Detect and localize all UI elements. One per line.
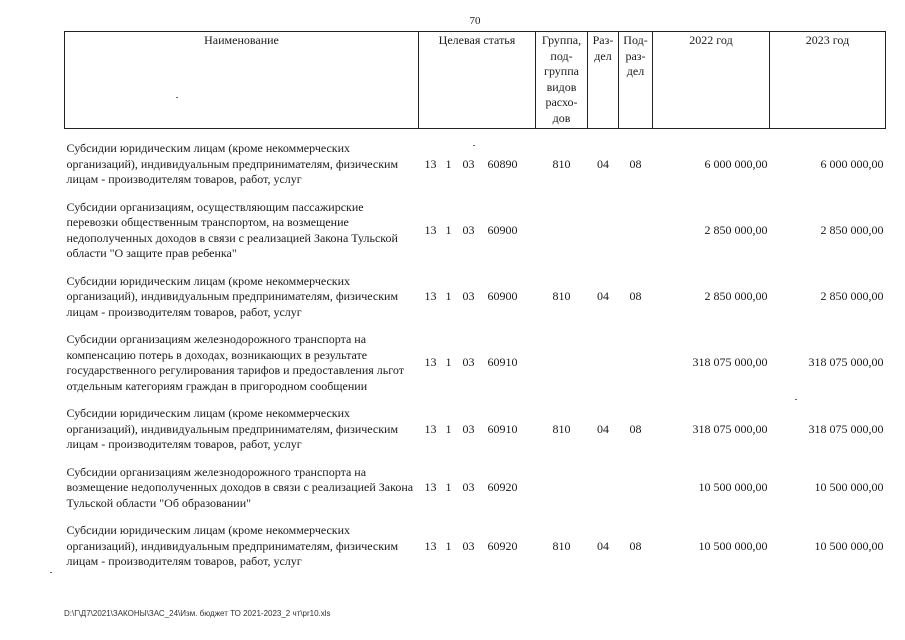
table-body: [65, 129, 886, 570]
code-main-event: 03: [462, 421, 475, 436]
table-row: [65, 332, 886, 394]
header-name: Наименование: [65, 32, 419, 129]
row-spacer: [65, 394, 886, 406]
row-amount-2023: 318 075 000,00: [808, 421, 884, 436]
table-row: [65, 523, 886, 570]
code-direction: 60890: [487, 156, 518, 171]
code-subprogram: 1: [445, 156, 452, 171]
row-expense-group: 810: [552, 156, 571, 171]
spacer-cell: [65, 453, 886, 465]
row-amount-2023: 2 850 000,00: [820, 289, 884, 303]
row-name: Субсидии юридическим лицам (кроме некоммерческих организаций), индивидуальным предпринимателям, физическим лицам - производителям товаров, работ, услуг: [66, 273, 399, 319]
row-amount-2022: 10 500 000,00: [698, 538, 768, 553]
code-direction: 60900: [487, 222, 518, 237]
code-direction: 60920: [487, 538, 518, 553]
code-main-event: 03: [462, 538, 475, 553]
row-target-article: [419, 523, 536, 570]
header-expense-group: Группа, под-группа видов расхо-дов: [536, 32, 588, 129]
table-row: [65, 406, 886, 453]
code-subprogram: 1: [445, 289, 452, 303]
code-direction: 60920: [487, 480, 518, 494]
header-target-article: Целевая статья: [419, 32, 536, 129]
row-subsection: [619, 332, 653, 394]
code-main-event: 03: [462, 355, 475, 370]
row-section: 04: [597, 156, 609, 171]
table-row: [65, 200, 886, 262]
budget-table: [64, 31, 886, 570]
row-amount-2023: 10 500 000,00: [814, 538, 884, 553]
spacer-cell: [65, 262, 886, 274]
row-amount-2023: 10 500 000,00: [814, 480, 884, 494]
spacer-cell: [65, 394, 886, 406]
code-subprogram: 1: [445, 222, 452, 237]
row-subsection: 08: [629, 289, 642, 303]
row-section: [588, 200, 619, 262]
row-expense-group: 810: [552, 421, 571, 436]
code-subprogram: 1: [445, 421, 452, 436]
code-program: 13: [424, 480, 437, 494]
row-expense-group: [536, 200, 588, 262]
scan-speck: [473, 145, 475, 146]
row-amount-2023: 318 075 000,00: [808, 355, 884, 370]
row-amount-2022: 318 075 000,00: [692, 355, 768, 370]
page-number: 70: [469, 15, 481, 27]
row-spacer: [65, 320, 886, 332]
code-subprogram: 1: [445, 538, 452, 553]
row-name: Субсидии организациям железнодорожного транспорта на возмещение недополученных доходов в связи с реализацией Закона Тульской области "Об образовании": [66, 464, 414, 510]
row-section: 04: [597, 538, 609, 553]
row-expense-group: [536, 465, 588, 512]
row-section: [588, 332, 619, 394]
row-subsection: 08: [629, 538, 642, 553]
row-subsection: [619, 465, 653, 512]
code-main-event: 03: [462, 222, 475, 237]
scan-speck: [176, 97, 178, 98]
code-direction: 60910: [487, 421, 518, 436]
code-subprogram: 1: [445, 355, 452, 370]
spacer-cell: [65, 129, 886, 142]
row-target-article: [419, 332, 536, 394]
row-subsection: [619, 200, 653, 262]
spacer-cell: [65, 188, 886, 200]
row-name: Субсидии организациям, осуществляющим пассажирские перевозки общественным транспортом, на возмещение недополученных доходов в связи с реализацией Закона Тульской области "О защите прав ребенка": [66, 199, 398, 260]
code-subprogram: 1: [445, 480, 452, 494]
row-amount-2022: 6 000 000,00: [704, 156, 768, 171]
spacer-cell: [65, 320, 886, 332]
code-program: 13: [424, 289, 437, 303]
row-target-article: [419, 141, 536, 188]
row-target-article: [419, 200, 536, 262]
row-name: Субсидии юридическим лицам (кроме некоммерческих организаций), индивидуальным предпринимателям, физическим лицам - производителям товаров, работ, услуг: [66, 141, 399, 186]
row-amount-2022: 10 500 000,00: [698, 480, 768, 494]
row-spacer: [65, 188, 886, 200]
header-subsection: Под-раз-дел: [619, 32, 653, 129]
row-amount-2023: 2 850 000,00: [820, 222, 884, 237]
row-name: Субсидии организациям железнодорожного транспорта на компенсацию потерь в доходах, возникающих в результате государственного регулирования тарифов и предоставления льгот отдельным категориям граждан в пригородном сообщении: [66, 332, 404, 393]
code-program: 13: [424, 355, 437, 370]
row-spacer: [65, 129, 886, 142]
code-program: 13: [424, 222, 437, 237]
code-main-event: 03: [462, 156, 475, 171]
row-name: Субсидии юридическим лицам (кроме некоммерческих организаций), индивидуальным предпринимателям, физическим лицам - производителям товаров, работ, услуг: [66, 523, 399, 568]
row-expense-group: [536, 332, 588, 394]
code-direction: 60900: [487, 289, 518, 303]
row-target-article: [419, 465, 536, 512]
row-amount-2023: 6 000 000,00: [820, 156, 884, 171]
header-year-2023: 2023 год: [770, 32, 886, 129]
row-expense-group: 810: [552, 538, 571, 553]
row-subsection: 08: [629, 156, 642, 171]
row-amount-2022: 318 075 000,00: [692, 421, 768, 436]
code-main-event: 03: [462, 480, 475, 494]
spacer-cell: [65, 511, 886, 523]
row-expense-group: 810: [552, 289, 571, 303]
table-row: [65, 274, 886, 321]
table-row: [65, 465, 886, 512]
row-subsection: 08: [629, 421, 642, 436]
row-amount-2022: 2 850 000,00: [704, 222, 768, 237]
scan-speck: [50, 572, 52, 573]
code-program: 13: [424, 156, 437, 171]
file-path-footer: D:\Г\Д7\2021\ЗАКОНЫ\ЗАС_24\Изм. бюджет ТО 2021-2023_2 чт\pr10.xls: [64, 609, 331, 618]
row-section: 04: [597, 289, 609, 303]
row-spacer: [65, 511, 886, 523]
row-section: 04: [597, 421, 609, 436]
header-year-2022: 2022 год: [653, 32, 770, 129]
table-header-row: [65, 32, 886, 129]
code-program: 13: [424, 538, 437, 553]
row-spacer: [65, 262, 886, 274]
row-spacer: [65, 453, 886, 465]
row-target-article: [419, 406, 536, 453]
scan-speck: [795, 399, 797, 400]
code-main-event: 03: [462, 289, 475, 303]
table-row: [65, 141, 886, 188]
header-section: Раз-дел: [588, 32, 619, 129]
row-amount-2022: 2 850 000,00: [704, 289, 768, 303]
row-name: Субсидии юридическим лицам (кроме некоммерческих организаций), индивидуальным предпринимателям, физическим лицам - производителям товаров, работ, услуг: [66, 406, 399, 451]
code-program: 13: [424, 421, 437, 436]
code-direction: 60910: [487, 355, 518, 370]
row-target-article: [419, 274, 536, 321]
row-section: [588, 465, 619, 512]
